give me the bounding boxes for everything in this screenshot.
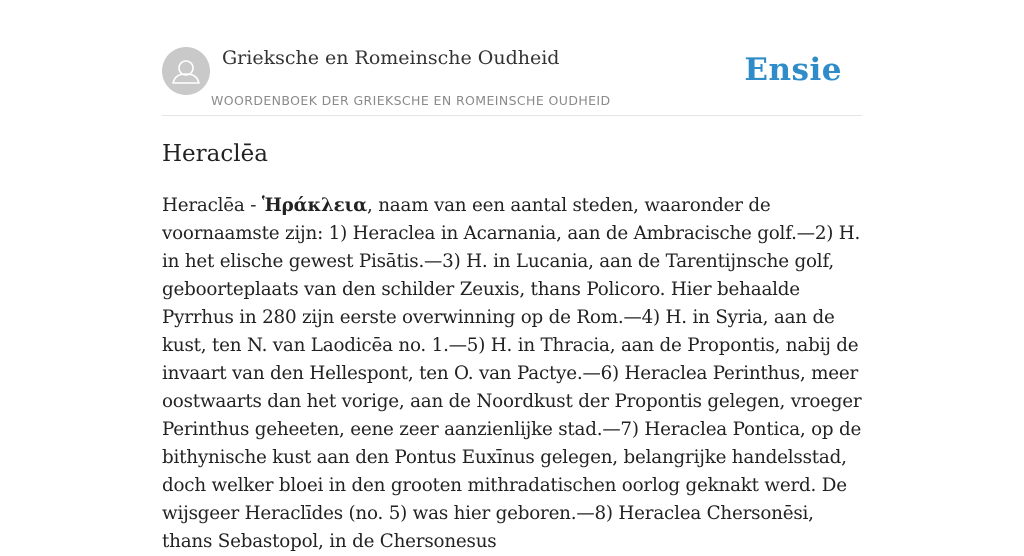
user-icon	[162, 47, 210, 95]
entry-title: Heraclēa	[162, 141, 268, 167]
entry-body	[162, 192, 867, 556]
source-title-link[interactable]: Grieksche en Romeinsche Oudheid	[222, 47, 560, 69]
entry-separator: -	[244, 195, 262, 216]
entry-text: , naam van een aantal steden, waaronder de voornaamste zijn: 1) Heraclea in Acarnania, aan de Ambracische golf.—2) H. in het elische gewest Pisātis.—3) H. in Lucania, aan de Tarentijnsche golf, geboorteplaats van den schilder Zeuxis, thans Policoro. Hier behaalde Pyrrhus in 280 zijn eerste overwinning op de Rom.—4) H. in Syria, aan de kust, ten N. van Laodicēa no. 1.—5) H. in Thracia, aan de Propontis, nabij de invaart van den Hellespont, ten O. van Pactye.—6) Heraclea Perinthus, meer oostwaarts dan het vorige, aan de Noordkust der Propontis gelegen, vroeger Perinthus geheeten, eene zeer aanzienlijke stad.—7) Heraclea Pontica, op de bithynische kust aan den Pontus Euxīnus gelegen, belangrijke handelsstad, doch welker bloei in den grooten mithradatischen oorlog geknakt werd. De wijsgeer Heraclīdes (no. 5) was hier geboren.—8) Heraclea Chersonēsi, thans Sebastopol, in de Chersonesus	[162, 195, 862, 552]
source-avatar[interactable]	[162, 47, 210, 95]
brand-logo[interactable]: Ensie	[744, 52, 842, 88]
entry-lemma: Heraclēa	[162, 195, 245, 216]
source-subtitle: WOORDENBOEK DER GRIEKSCHE EN ROMEINSCHE OUDHEID	[211, 93, 611, 108]
header-divider	[162, 115, 862, 116]
source-header	[162, 46, 862, 116]
entry-greek-term: Ἡράκλεια	[261, 195, 367, 216]
